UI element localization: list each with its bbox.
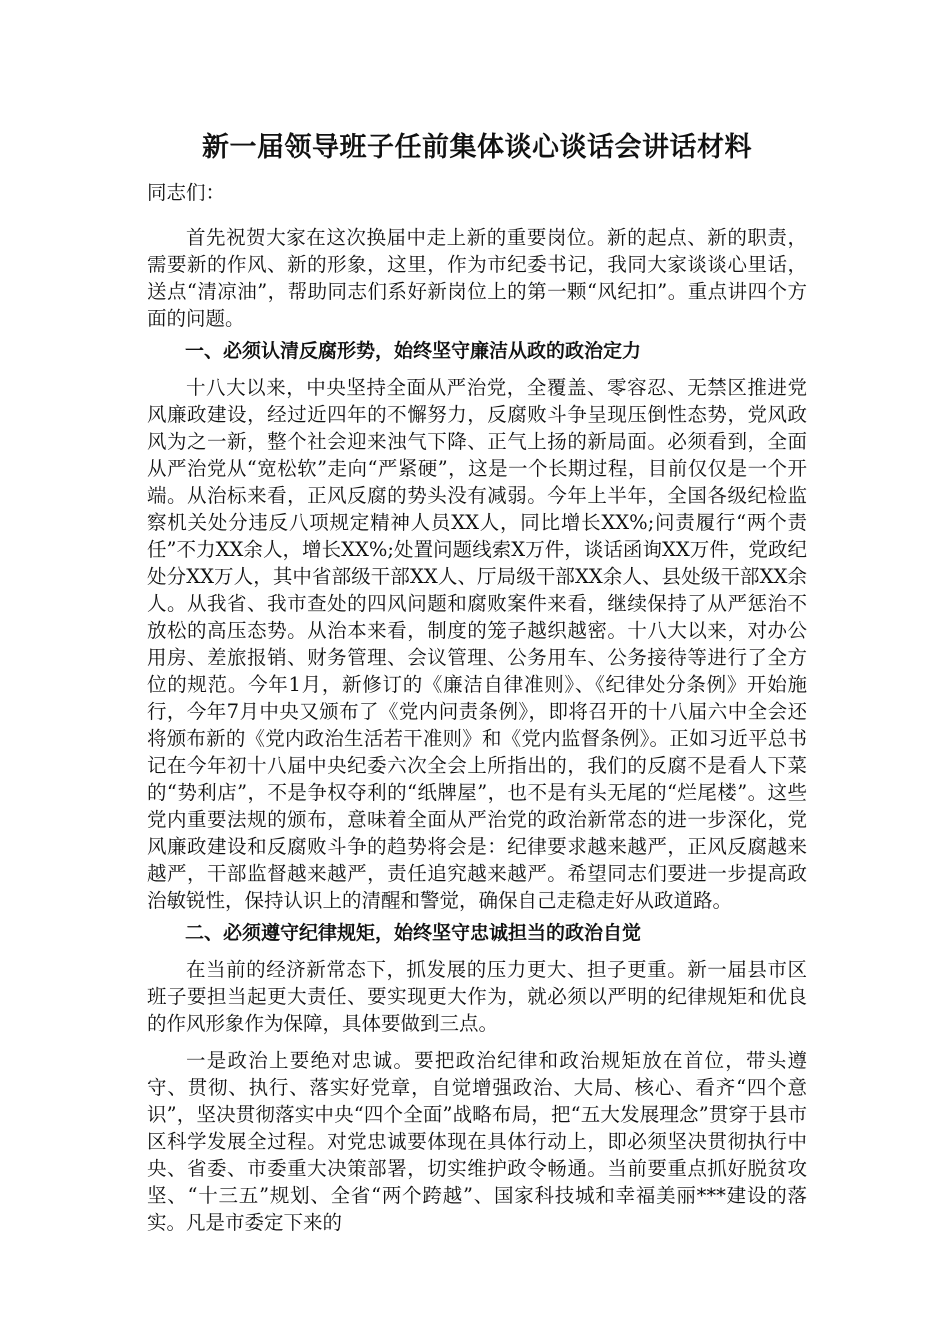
section1-paragraph: 十八大以来，中央坚持全面从严治党，全覆盖、零容忍、无禁区推进党风廉政建设，经过近四年的不懈努力，反腐败斗争呈现压倒性态势，党风政风为之一新，整个社会迎来浊气下降、正气上扬的新局面。必须看到，全面从严治党从“宽松软”走向“严紧硬”，这是一个长期过程，目前仅仅是一个开端。从治标来看，正风反腐的势头没有减弱。今年上半年，全国各级纪检监察机关处分违反八项规定精神人员XX人，同比增长XX%;问责履行“两个责任”不力XX余人，增长XX%;处置问题线索X万件，谈话函询XX万件，党政纪处分XX万人，其中省部级干部XX人、厅局级干部XX余人、县处级干部XX余人。从我省、我市查处的四风问题和腐败案件来看，继续保持了从严惩治不放松的高压态势。从治本来看，制度的笼子越织越密。十八大以来，对办公用房、差旅报销、财务管理、会议管理、公务用车、公务接待等进行了全方位的规范。今年1月，新修订的《廉洁自律准则》、《纪律处分条例》开始施行，今年7月中央又颁布了《党内问责条例》，即将召开的十八届六中全会还将颁布新的《党内政治生活若干准则》和《党内监督条例》。正如习近平总书记在今年初十八届中央纪委六次全会上所指出的，我们的反腐不是看人下菜的“势利店”，不是争权夺利的“纸牌屋”，也不是有头无尾的“烂尾楼”。这些党内重要法规的颁布，意味着全面从严治党的政治新常态的进一步深化，党风廉政建设和反腐败斗争的趋势将会是：纪律要求越来越严，正风反腐越来越严，干部监督越来越严，责任追究越来越严。希望同志们要进一步提高政治敏锐性，保持认识上的清醒和警觉，确保自己走稳走好从政道路。 xyxy=(147,376,807,912)
section-heading-1: 一、必须认清反腐形势，始终坚守廉洁从政的政治定力 xyxy=(185,340,642,362)
section2-point1-paragraph: 一是政治上要绝对忠诚。要把政治纪律和政治规矩放在首位，带头遵守、贯彻、执行、落实好党章，自觉增强政治、大局、核心、看齐“四个意识”，坚决贯彻落实中央“四个全面”战略布局，把“五大发展理念”贯穿于县市区科学发展全过程。对党忠诚要体现在具体行动上，即必须坚决贯彻执行中央、省委、市委重大决策部署，切实维护政令畅通。当前要重点抓好脱贫攻坚、“十三五”规划、全省“两个跨越”、国家科技城和幸福美丽***建设的落实。凡是市委定下来的 xyxy=(147,1049,807,1234)
section-heading-2: 二、必须遵守纪律规矩，始终坚守忠诚担当的政治自觉 xyxy=(185,922,642,944)
intro-paragraph: 首先祝贺大家在这次换届中走上新的重要岗位。新的起点、新的职责，需要新的作风、新的形象，这里，作为市纪委书记，我同大家谈谈心里话，送点“清凉油”，帮助同志们系好新岗位上的第一颗“风纪扣”。重点讲四个方面的问题。 xyxy=(147,226,807,330)
document-page xyxy=(147,128,807,1242)
document-title: 新一届领导班子任前集体谈心谈话会讲话材料 xyxy=(202,132,752,163)
section2-paragraph: 在当前的经济新常态下，抓发展的压力更大、担子更重。新一届县市区班子要担当起更大责任、要实现更大作为，就必须以严明的纪律规矩和优良的作风形象作为保障，具体要做到三点。 xyxy=(147,958,807,1035)
salutation: 同志们： xyxy=(147,181,226,204)
